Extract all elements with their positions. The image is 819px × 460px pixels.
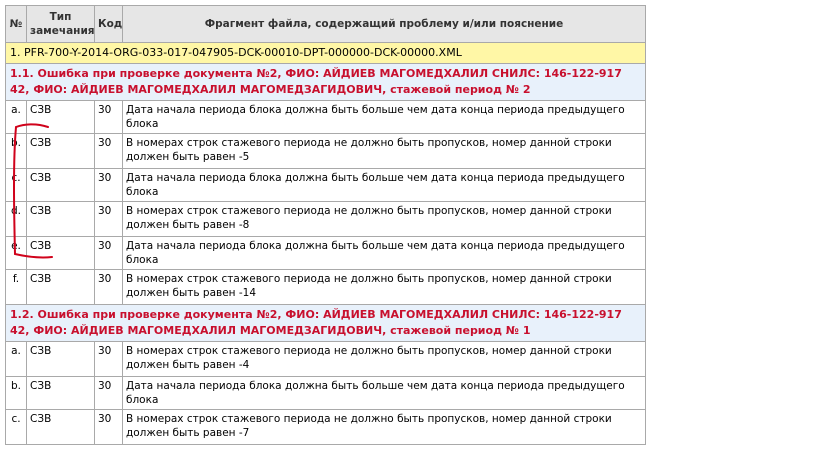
row-type: СЗВ: [27, 202, 95, 237]
table-row: [6, 101, 646, 134]
row-type: СЗВ: [27, 169, 95, 202]
file-row: [6, 43, 646, 64]
row-text: Дата начала периода блока должна быть больше чем дата конца периода предыдущего блока: [123, 237, 646, 270]
row-code: 30: [95, 134, 123, 169]
row-text: В номерах строк стажевого периода не должно быть пропусков, номер данной строки должен быть равен -14: [123, 270, 646, 305]
row-letter: f.: [6, 270, 27, 305]
row-text: В номерах строк стажевого периода не должно быть пропусков, номер данной строки должен быть равен -8: [123, 202, 646, 237]
row-letter: e.: [6, 237, 27, 270]
row-text: Дата начала периода блока должна быть больше чем дата конца периода предыдущего блока: [123, 101, 646, 134]
row-text: В номерах строк стажевого периода не должно быть пропусков, номер данной строки должен быть равен -7: [123, 410, 646, 445]
col-code-header: Код: [95, 6, 123, 43]
row-letter: a.: [6, 342, 27, 377]
col-type-header: Тип замечания: [27, 6, 95, 43]
row-type: СЗВ: [27, 101, 95, 134]
error-group-header: [6, 305, 646, 342]
row-code: 30: [95, 377, 123, 410]
col-num-header: №: [6, 6, 27, 43]
row-type: СЗВ: [27, 270, 95, 305]
file-name: 1. PFR-700-Y-2014-ORG-033-017-047905-DCK-00010-DPT-000000-DCK-00000.XML: [6, 43, 646, 64]
row-type: СЗВ: [27, 134, 95, 169]
table-row: [6, 169, 646, 202]
row-code: 30: [95, 169, 123, 202]
table-row: [6, 202, 646, 237]
row-letter: d.: [6, 202, 27, 237]
row-letter: a.: [6, 101, 27, 134]
row-code: 30: [95, 101, 123, 134]
error-title: 1.1. Ошибка при проверке документа №2, ФИО: АЙДИЕВ МАГОМЕДХАЛИЛ СНИЛС: 146-122-917 42, ФИО: АЙДИЕВ МАГОМЕДХАЛИЛ МАГОМЕДЗАГИДОВИЧ, стажевой период № 2: [6, 64, 646, 101]
row-text: Дата начала периода блока должна быть больше чем дата конца периода предыдущего блока: [123, 169, 646, 202]
row-code: 30: [95, 342, 123, 377]
table-row: [6, 237, 646, 270]
row-type: СЗВ: [27, 377, 95, 410]
error-group-header: [6, 64, 646, 101]
row-letter: b.: [6, 134, 27, 169]
header-row: [6, 6, 646, 43]
table-row: [6, 377, 646, 410]
row-code: 30: [95, 237, 123, 270]
row-letter: c.: [6, 169, 27, 202]
row-text: В номерах строк стажевого периода не должно быть пропусков, номер данной строки должен быть равен -4: [123, 342, 646, 377]
table-row: [6, 270, 646, 305]
row-text: Дата начала периода блока должна быть больше чем дата конца периода предыдущего блока: [123, 377, 646, 410]
table-row: [6, 410, 646, 445]
row-code: 30: [95, 202, 123, 237]
col-text-header: Фрагмент файла, содержащий проблему и/или пояснение: [123, 6, 646, 43]
row-type: СЗВ: [27, 342, 95, 377]
table-row: [6, 134, 646, 169]
row-letter: c.: [6, 410, 27, 445]
row-type: СЗВ: [27, 410, 95, 445]
row-type: СЗВ: [27, 237, 95, 270]
row-code: 30: [95, 410, 123, 445]
row-text: В номерах строк стажевого периода не должно быть пропусков, номер данной строки должен быть равен -5: [123, 134, 646, 169]
row-letter: b.: [6, 377, 27, 410]
table-row: [6, 342, 646, 377]
report-table: [5, 5, 646, 445]
error-title: 1.2. Ошибка при проверке документа №2, ФИО: АЙДИЕВ МАГОМЕДХАЛИЛ СНИЛС: 146-122-917 42, ФИО: АЙДИЕВ МАГОМЕДХАЛИЛ МАГОМЕДЗАГИДОВИЧ, стажевой период № 1: [6, 305, 646, 342]
row-code: 30: [95, 270, 123, 305]
